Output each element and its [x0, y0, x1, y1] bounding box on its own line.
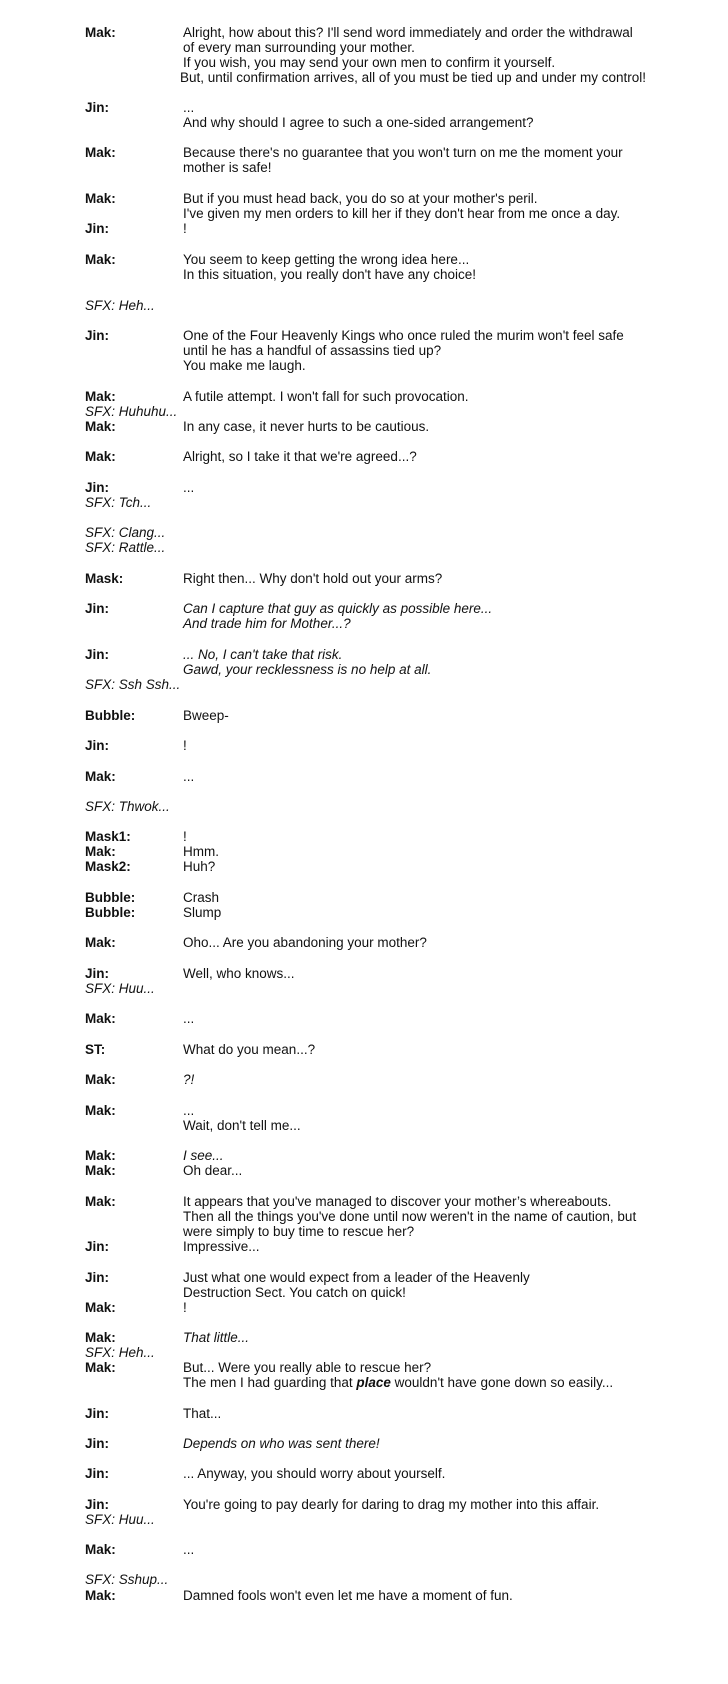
speaker-label: Jin: [85, 1497, 110, 1512]
sfx-line: SFX: Sshup... [85, 1572, 169, 1587]
speaker-label: Jin: [85, 480, 110, 495]
speaker-label: Mak: [85, 145, 116, 160]
sfx-line: SFX: Huhuhu... [85, 404, 178, 419]
dialogue-line: ... [183, 480, 195, 495]
speaker-label: Mak: [85, 389, 116, 404]
dialogue-line: It appears that you've managed to discover your mother’s whereabouts. [183, 1194, 612, 1209]
sfx-line: SFX: Heh... [85, 1345, 155, 1360]
dialogue-line: Depends on who was sent there! [183, 1436, 380, 1451]
speaker-label: Jin: [85, 1436, 110, 1451]
dialogue-line: Wait, don't tell me... [183, 1118, 301, 1133]
dialogue-line: And why should I agree to such a one-sided arrangement? [183, 115, 534, 130]
dialogue-line: In any case, it never hurts to be cautious. [183, 419, 430, 434]
dialogue-fragment: wouldn't have gone down so easily... [390, 1375, 614, 1390]
sfx-line: SFX: Huu... [85, 1512, 155, 1527]
speaker-label: Mak: [85, 191, 116, 206]
dialogue-line: of every man surrounding your mother. [183, 40, 415, 55]
speaker-label: Mak: [85, 1588, 116, 1603]
dialogue-line-emphasis [183, 1375, 613, 1391]
speaker-label: Mak: [85, 1360, 116, 1375]
dialogue-line: Hmm. [183, 844, 219, 859]
dialogue-line: ! [183, 221, 187, 236]
dialogue-line: Destruction Sect. You catch on quick! [183, 1285, 406, 1300]
speaker-label: Mak: [85, 1194, 116, 1209]
speaker-label: Bubble: [85, 905, 136, 920]
dialogue-line: until he has a handful of assassins tied up? [183, 343, 442, 358]
sfx-line: SFX: Thwok... [85, 799, 170, 814]
dialogue-line: But, until confirmation arrives, all of you must be tied up and under my control! [180, 70, 646, 85]
sfx-line: SFX: Huu... [85, 981, 155, 996]
speaker-label: Jin: [85, 738, 110, 753]
dialogue-line: But... Were you really able to rescue her? [183, 1360, 432, 1375]
dialogue-line: ... No, I can't take that risk. [183, 647, 343, 662]
speaker-label: Mak: [85, 1103, 116, 1118]
dialogue-line: Oh dear... [183, 1163, 243, 1178]
speaker-label: ST: [85, 1042, 106, 1057]
sfx-line: SFX: Tch... [85, 495, 152, 510]
speaker-label: Jin: [85, 1270, 110, 1285]
dialogue-line: Because there's no guarantee that you won't turn on me the moment your [183, 145, 623, 160]
sfx-line: SFX: Rattle... [85, 540, 166, 555]
speaker-label: Mak: [85, 844, 116, 859]
dialogue-line: Slump [183, 905, 222, 920]
dialogue-line: And trade him for Mother...? [183, 616, 351, 631]
dialogue-line: ... [183, 769, 195, 784]
speaker-label: Mak: [85, 1148, 116, 1163]
dialogue-line: ! [183, 738, 187, 753]
speaker-label: Jin: [85, 647, 110, 662]
speaker-label: Mak: [85, 419, 116, 434]
speaker-label: Bubble: [85, 708, 136, 723]
dialogue-line: ... [183, 1542, 195, 1557]
dialogue-line: were simply to buy time to rescue her? [183, 1224, 415, 1239]
speaker-label: Mak: [85, 252, 116, 267]
sfx-line: SFX: Heh... [85, 298, 155, 313]
dialogue-line: ! [183, 1300, 187, 1315]
dialogue-fragment: The men I had guarding that [183, 1375, 357, 1390]
dialogue-line: That... [183, 1406, 222, 1421]
dialogue-line: Can I capture that guy as quickly as possible here... [183, 601, 493, 616]
speaker-label: Mask: [85, 571, 124, 586]
speaker-label: Jin: [85, 1239, 110, 1254]
speaker-label: Bubble: [85, 890, 136, 905]
dialogue-line: That little... [183, 1330, 250, 1345]
dialogue-line: Gawd, your recklessness is no help at all. [183, 662, 432, 677]
speaker-label: Jin: [85, 100, 110, 115]
dialogue-line: Impressive... [183, 1239, 260, 1254]
speaker-label: Jin: [85, 328, 110, 343]
dialogue-line: Right then... Why don't hold out your arms? [183, 571, 443, 586]
dialogue-line: ... [183, 1011, 195, 1026]
speaker-label: Jin: [85, 1466, 110, 1481]
dialogue-line: Oho... Are you abandoning your mother? [183, 935, 427, 950]
dialogue-line: ... [183, 1103, 195, 1118]
dialogue-line: Well, who knows... [183, 966, 295, 981]
dialogue-line: mother is safe! [183, 160, 272, 175]
dialogue-line: I've given my men orders to kill her if they don't hear from me once a day. [183, 206, 621, 221]
dialogue-line: A futile attempt. I won't fall for such provocation. [183, 389, 469, 404]
sfx-line: SFX: Clang... [85, 525, 166, 540]
speaker-label: Mask2: [85, 859, 131, 874]
dialogue-line: If you wish, you may send your own men to confirm it yourself. [183, 55, 556, 70]
speaker-label: Mak: [85, 1072, 116, 1087]
dialogue-line: But if you must head back, you do so at your mother's peril. [183, 191, 538, 206]
dialogue-line: ?! [183, 1072, 195, 1087]
speaker-label: Mak: [85, 1330, 116, 1345]
dialogue-line: Alright, so I take it that we're agreed...? [183, 449, 417, 464]
speaker-label: Mak: [85, 1542, 116, 1557]
dialogue-line: One of the Four Heavenly Kings who once ruled the murim won't feel safe [183, 328, 624, 343]
dialogue-line: I see... [183, 1148, 224, 1163]
dialogue-line: Just what one would expect from a leader of the Heavenly [183, 1270, 530, 1285]
dialogue-line: ! [183, 829, 187, 844]
speaker-label: Jin: [85, 601, 110, 616]
dialogue-line: ... [183, 100, 195, 115]
dialogue-line: Then all the things you've done until now weren't in the name of caution, but [183, 1209, 637, 1224]
speaker-label: Mak: [85, 1011, 116, 1026]
speaker-label: Mak: [85, 25, 116, 40]
dialogue-line: In this situation, you really don't have any choice! [183, 267, 476, 282]
emphasized-word: place [356, 1375, 391, 1390]
dialogue-line: Crash [183, 890, 220, 905]
speaker-label: Mak: [85, 935, 116, 950]
sfx-line: SFX: Ssh Ssh... [85, 677, 181, 692]
dialogue-line: You make me laugh. [183, 358, 306, 373]
speaker-label: Mak: [85, 1163, 116, 1178]
speaker-label: Mask1: [85, 829, 131, 844]
dialogue-line: Alright, how about this? I'll send word immediately and order the withdrawal [183, 25, 633, 40]
speaker-label: Jin: [85, 1406, 110, 1421]
speaker-label: Mak: [85, 1300, 116, 1315]
dialogue-line: What do you mean...? [183, 1042, 316, 1057]
dialogue-line: Damned fools won't even let me have a moment of fun. [183, 1588, 513, 1603]
speaker-label: Mak: [85, 449, 116, 464]
dialogue-line: ... Anyway, you should worry about yourself. [183, 1466, 446, 1481]
speaker-label: Jin: [85, 221, 110, 236]
dialogue-line: Bweep- [183, 708, 229, 723]
speaker-label: Mak: [85, 769, 116, 784]
dialogue-line: Huh? [183, 859, 216, 874]
dialogue-line: You're going to pay dearly for daring to drag my mother into this affair. [183, 1497, 600, 1512]
dialogue-line: You seem to keep getting the wrong idea here... [183, 252, 470, 267]
speaker-label: Jin: [85, 966, 110, 981]
